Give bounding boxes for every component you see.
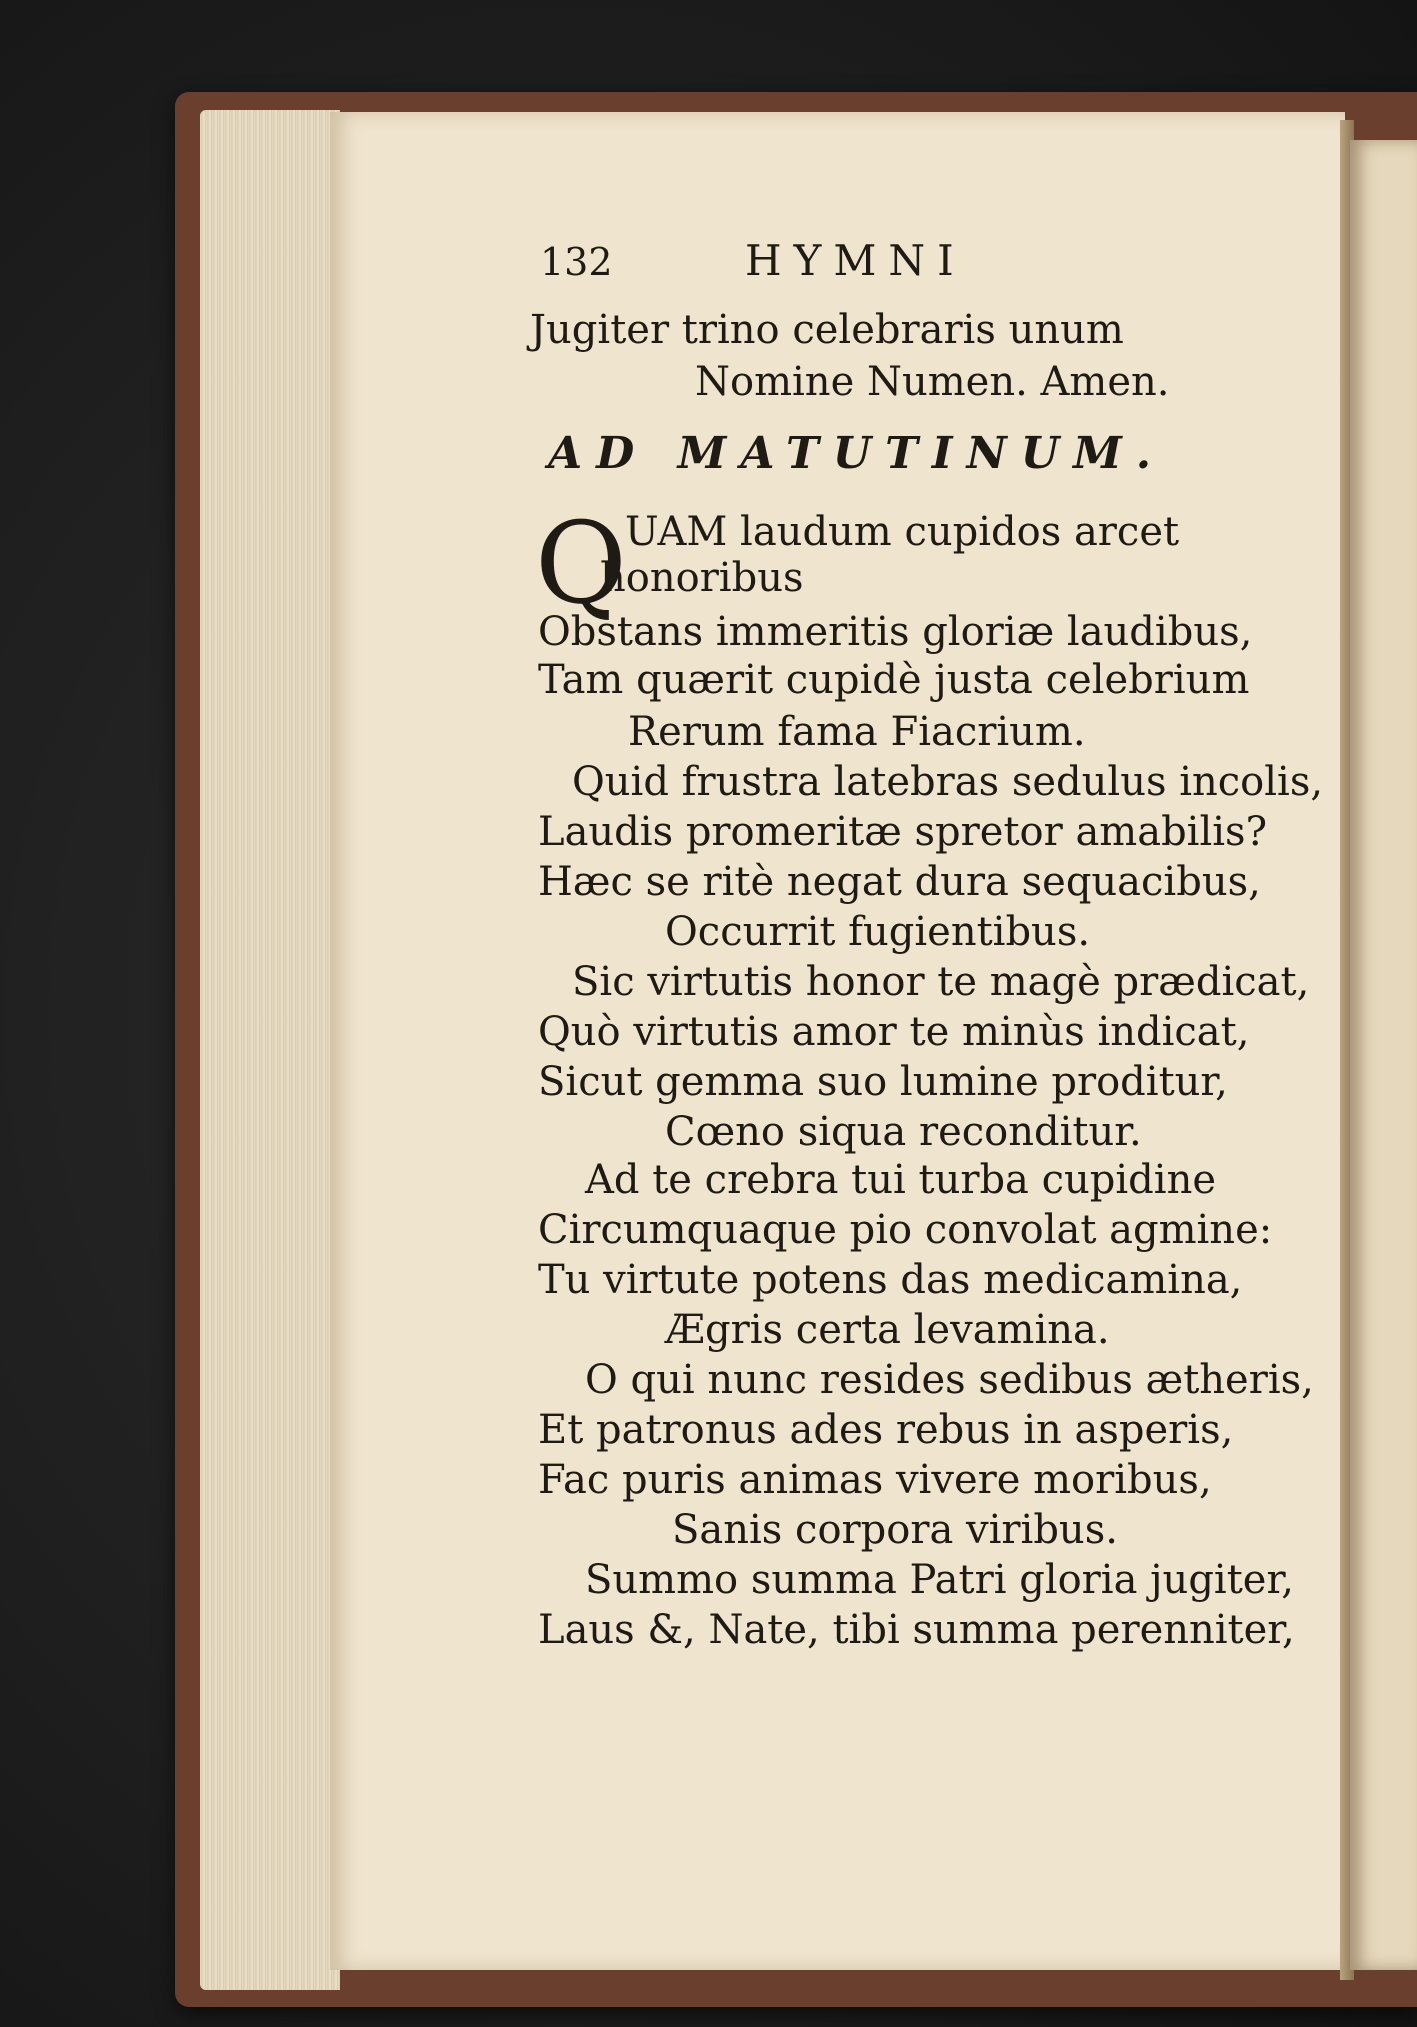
section-title: AD MATUTINUM.	[548, 428, 1166, 479]
hymn-line: Tu virtute potens das medicamina,	[538, 1257, 1243, 1303]
hymn-line: Laudis promeritæ spretor amabilis?	[538, 809, 1268, 855]
hymn-line: O qui nunc resides sedibus ætheris,	[585, 1357, 1314, 1403]
hymn-line: Tam quærit cupidè justa celebrium	[538, 657, 1250, 703]
hymn-line: Summo summa Patri gloria jugiter,	[585, 1557, 1294, 1603]
drop-cap: Q	[535, 499, 627, 629]
hymn-line: honoribus	[600, 555, 804, 601]
hymn-line: Hæc se ritè negat dura sequacibus,	[538, 859, 1261, 905]
hymn-line: Quid frustra latebras sedulus incolis,	[572, 759, 1324, 805]
hymn-line: Sicut gemma suo lumine proditur,	[538, 1059, 1228, 1105]
hymn-line: Ad te crebra tui turba cupidine	[585, 1157, 1217, 1203]
hymn-line: Sanis corpora viribus.	[672, 1507, 1118, 1553]
hymn-line: Circumquaque pio convolat agmine:	[538, 1207, 1273, 1253]
hymn-line: Laus &, Nate, tibi summa perenniter,	[538, 1607, 1295, 1653]
hymn-line: Fac puris animas vivere moribus,	[538, 1457, 1212, 1503]
hymn-line: Occurrit fugientibus.	[665, 909, 1091, 955]
running-head: HYMNI	[745, 236, 966, 285]
text-line: Jugiter trino celebraris unum	[530, 307, 1124, 353]
hymn-line: Obstans immeritis gloriæ laudibus,	[538, 609, 1253, 655]
hymn-line: Quò virtutis amor te minùs indicat,	[538, 1009, 1250, 1055]
hymn-line: UAM laudum cupidos arcet	[625, 509, 1180, 555]
hymn-line: Cœno siqua reconditur.	[665, 1109, 1142, 1155]
page-number: 132	[540, 240, 613, 284]
text-line: Nomine Numen. Amen.	[695, 359, 1170, 405]
hymn-line: Et patronus ades rebus in asperis,	[538, 1407, 1234, 1453]
hymn-line: Rerum fama Fiacrium.	[628, 709, 1086, 755]
hymn-line: Sic virtutis honor te magè prædicat,	[572, 959, 1310, 1005]
hymn-line: Ægris certa levamina.	[665, 1307, 1110, 1353]
